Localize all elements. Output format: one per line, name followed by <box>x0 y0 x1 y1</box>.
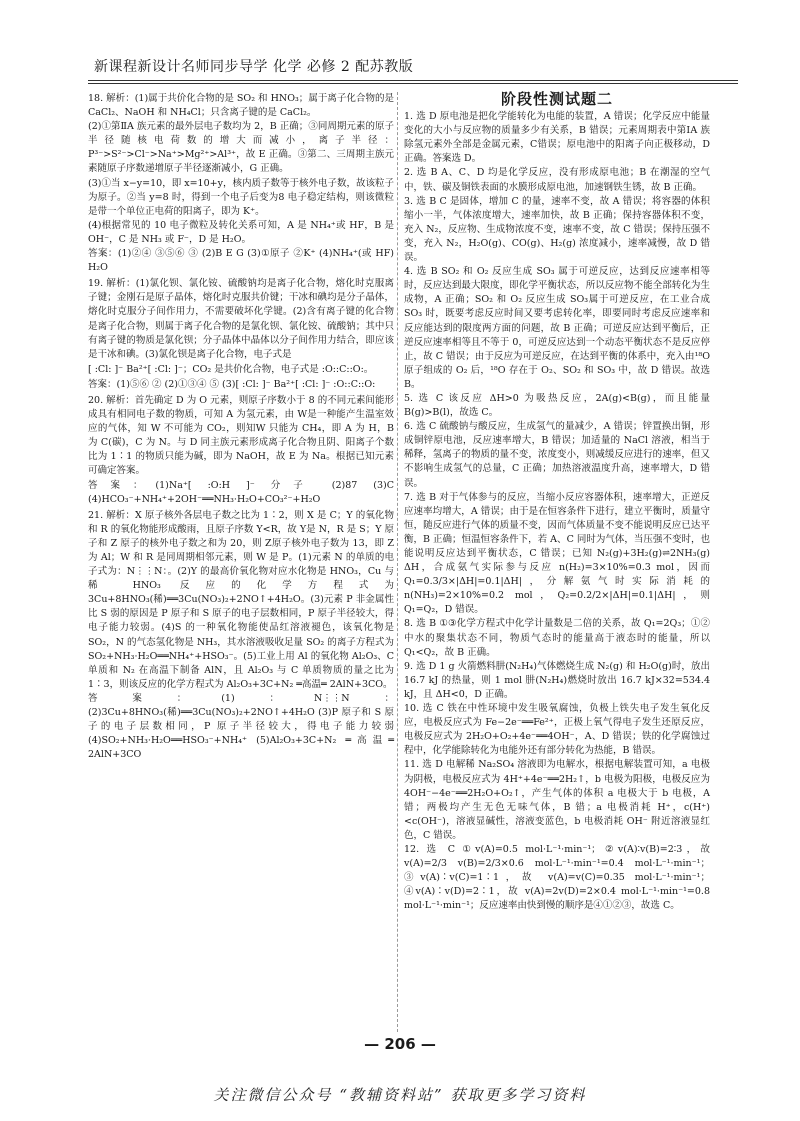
page-header: 新课程新设计名师同步导学 化学 必修 2 配苏教版 <box>94 59 414 75</box>
answer-item-1: 1. 选 D 原电池是把化学能转化为电能的装置，A 错误；化学反应中能量变化的大小与反应物的质量多少有关系，B 错误；元素周期表中第ⅠA 族除氢元素外全部是金属元素，C错误；原电池中的阳离子向正极移动，D 正确。答案选 D。 <box>404 111 710 165</box>
item-18-para-2: (2)①第ⅡA 族元素的最外层电子数均为 2，B 正确；③同周期元素的原子半径随核电荷数的增大而减小，离子半径：P³⁻>S²⁻>Cl⁻>Na⁺>Mg²⁺>Al³⁺，故 E 正确。③第二、三周期主族元素随原子序数递增原子半径逐渐减小，G 正确。 <box>88 121 394 175</box>
item-20-answer: 答案：(1)Na⁺[ :O:H ]⁻ 分子 (2)87 (3)C (4)HCO₃⁻+NH₄⁺+2OH⁻══NH₃·H₂O+CO₃²⁻+H₂O <box>88 479 394 505</box>
page-number: — 206 — <box>364 1035 436 1053</box>
item-19-formula: [ :Cl: ]⁻ Ba²⁺[ :Cl: ]⁻；CO₂ 是共价化合物，电子式是 :O::C::O:。 <box>88 363 374 375</box>
section-title: 阶段性测试题二 <box>500 90 613 108</box>
item-18-answer: 答案：(1)②④ ③⑤⑥ ③ (2)B E G (3)①原子 ②K⁺ (4)NH₄⁺(或 HF) H₂O <box>88 248 394 274</box>
answer-item-9: 9. 选 D 1 g 火箭燃料肼(N₂H₄)气体燃烧生成 N₂(g) 和 H₂O(g)时，放出 16.7 kJ 的热量，则 1 mol 肼(N₂H₄)燃烧时放出 16.7 kJ×32=534.4 kJ，且 ΔH<0，D 正确。 <box>404 660 710 700</box>
left-column <box>88 92 394 764</box>
footer-note: 关注微信公众号 “教辅资料站” 获取更多学习资料 <box>213 1086 587 1104</box>
answer-item-4: 4. 选 B SO₂ 和 O₂ 反应生成 SO₃ 属于可逆反应，达到反应速率相等时，反应达到最大限度，即化学平衡状态，所以反应物不能全部转化为生成物，A 正确；SO₂ 和 O₂ 反应生成 SO₃属于可逆反应，在工业合成 SO₃ 时，既要考虑反应时间又要考虑转化率，即要同时考虑反应速率和反应能达到的限度两方面的问题，故 B 正确；可逆反应达到平衡后，正逆反应速率相等且不等于 0，可逆反应达到一个动态平衡状态不是反应停止，故 C 错误；由于反应为可逆反应，在达到平衡的体系中，充入由¹⁸O 原子组成的 O₂ 后，¹⁸O 存在于 O₂、SO₂ 和 SO₃ 中，故 D 错误。故选 B。 <box>404 266 710 390</box>
answer-item-5: 5. 选 C 该反应 ΔH>0 为吸热反应，2A(g)<B(g)，而且能量 B(g)>B(l)，故选 C。 <box>404 392 710 419</box>
item-19-answer: 答案：(1)⑤⑥ ② (2)①③④ ⑤ (3)[ :Cl: ]⁻ Ba²⁺[ :Cl: ]⁻ :O::C::O: <box>88 378 376 390</box>
item-20-para-1: 20. 解析：首先确定 D 为 O 元素，则原子序数小于 8 的不同元素间能形成具有相同电子数的物质，可知 A 为氢元素，由 W是一种能产生温室效应的气体，知 W 不可能为 CO₂，则知W 只能为 CH₄，即 A 为 H，B 为 C(碳)，C 为 N。与 D 同主族元素形成离子化合物且阴、阳离子个数比为 1∶1 的物质只能为碱，即为 NaOH，故 E 为 Na。根据已知元素可确定答案。 <box>88 394 394 477</box>
column-divider <box>397 92 398 1032</box>
header-rule <box>88 80 738 84</box>
item-20 <box>88 394 394 507</box>
answer-item-11: 11. 选 D 电解稀 Na₂SO₄ 溶液即为电解水，根据电解装置可知，a 电极为阴极，电极反应式为 4H⁺+4e⁻══2H₂↑，b 电极为阳极，电极反应为 4OH⁻−4e⁻══2H₂O+O₂↑，产生气体的体积 a 电极大于 b 电极，A 错；两极均产生无色无味气体，B 错；a 电极消耗 H⁺，c(H⁺)<c(OH⁻)，溶液显碱性，溶液变蓝色，b 电极消耗 OH⁻ 附近溶液显红色，C 错误。 <box>404 759 710 841</box>
answer-item-3: 3. 选 B C 是固体，增加 C 的量，速率不变，故 A 错误；将容器的体积缩小一半，气体浓度增大，速率加快，故 B 正确；保持容器体积不变，充入 N₂，反应物、生成物浓度不变，速率不变，故 C 错误；保持压强不变，充入 N₂，H₂O(g)、CO(g)、H₂(g) 浓度减小，速率减慢，故 D 错误。 <box>404 195 710 264</box>
item-18-para-3: (3)①当 x−y=10，即 x=10+y，核内质子数等于核外电子数，故该粒子为原子。②当 y=8 时，得到一个电子后变为8 电子稳定结构，则该微粒是带一个单位正电荷的阳离子，即为 K⁺。 <box>88 177 394 217</box>
item-21-answer: 答案：(1)：N⋮⋮N： (2)3Cu+8HNO₃(稀)══3Cu(NO₃)₂+2NO↑+4H₂O (3)P 原子和 S 原子的电子层数相同，P 原子半径较大，得电子能力较弱 (4)SO₂+NH₃·H₂O══HSO₃⁻+NH₄⁺ (5)Al₂O₃+3C+N₂ ═高温═ 2AlN+3CO <box>88 692 394 761</box>
item-18-para-4: (4)根据常见的 10 电子微粒及转化关系可知，A 是 NH₄⁺或 HF，B 是 OH⁻，C 是 NH₃ 或 F⁻，D 是 H₂O。 <box>88 219 394 245</box>
item-18 <box>88 92 394 275</box>
item-19 <box>88 277 394 392</box>
answer-item-2: 2. 选 B A、C、D 均是化学反应，没有形成原电池；B 在潮湿的空气中，铁、碳及铜铁表面的水膜形成原电池，加速钢铁生锈，故 B 正确。 <box>404 167 710 193</box>
answer-item-7: 7. 选 B 对于气体参与的反应，当缩小反应容器体积，速率增大，正逆反应速率均增大，A 错误；由于是在恒容条件下进行，建立平衡时，质量守恒，随反应进行气体的质量不变，因而气体质量不变不能说明反应已达平衡，B 正确；恒温恒容条件下，若 A、C 同时为气体，当压强不变时，也能说明反应达到平衡状态，C 错误；已知 N₂(g)+3H₂(g)⇌2NH₃(g) ΔH，合成氨气实际参与反应 n(H₂)=3×10%=0.3 mol，因而 Q₁=0.3/3×|ΔH|=0.1|ΔH|，分解氨气时实际消耗的 n(NH₃)=2×10%=0.2 mol，Q₂=0.2/2×|ΔH|=0.1|ΔH|，则 Q₁=Q₂，D 错误。 <box>404 491 710 616</box>
item-19-para-1: 19. 解析：(1)氯化钡、氯化铵、硫酸钠均是离子化合物，熔化时克服离子键；金刚石是原子晶体，熔化时克服共价键；干冰和碘均是分子晶体，熔化时克服分子间作用力，不需要破坏化学键。(2)含有离子键的化合物是离子化合物，则属于离子化合物的是氯化钡、氯化铵、硫酸钠；其中只有离子键的物质是氯化钡；分子晶体中晶体以分子间作用力结合，即应该是干冰和碘。(3)氯化钡是离子化合物，电子式是 <box>88 278 394 360</box>
item-21 <box>88 509 394 763</box>
answer-item-8: 8. 选 B ①③化学方程式中化学计量数是二倍的关系，故 Q₁=2Q₃；①②中水的聚集状态不同，物质气态时的能量高于液态时的能量，所以 Q₁<Q₂，故 B 正确。 <box>404 618 710 658</box>
answer-item-6: 6. 选 C 硫酸钠与酸反应，生成氢气的量减少，A 错误；锌置换出铜，形成铜锌原电池，反应速率增大，B 错误；加适量的 NaCl 溶液，相当于稀释，氢离子的物质的量不变，浓度变小，则减缓反应进行的速率，但又不影响生成氢气的总量，C 正确；加热溶液温度升高，速率增大，D 错误。 <box>404 421 710 489</box>
right-column <box>404 92 710 913</box>
answer-item-12: 12. 选 C ①v(A)=0.5 mol·L⁻¹·min⁻¹；②v(A)∶v(B)=2∶3，故 v(A)=2/3 v(B)=2/3×0.6 mol·L⁻¹·min⁻¹=0.4 mol·L⁻¹·min⁻¹；③v(A)∶v(C)=1∶1，故 v(A)=v(C)=0.35 mol·L⁻¹·min⁻¹；④v(A)∶v(D)=2∶1，故 v(A)=2v(D)=2×0.4 mol·L⁻¹·min⁻¹=0.8 mol·L⁻¹·min⁻¹；反应速率由快到慢的顺序是④①②③，故选 C。 <box>404 843 710 912</box>
answer-item-10: 10. 选 C 铁在中性环境中发生吸氧腐蚀，负极上铁失电子发生氧化反应，电极反应式为 Fe−2e⁻══Fe²⁺，正极上氧气得电子发生还原反应，电极反应式为 2H₂O+O₂+4e⁻══4OH⁻，A、D 错误；铁的化学腐蚀过程中，化学能除转化为电能外还有部分转化为热能，B 错误。 <box>404 703 710 757</box>
item-21-para-1: 21. 解析：X 原子核外各层电子数之比为 1∶2，则 X 是 C；Y 的氧化物和 R 的氧化物能形成酸雨，且原子序数 Y<R，故 Y是 N，R 是 S；Y 原子和 Z 原子的核外电子数之和为 20，则 Z原子核外电子数为 13，即 Z 为 Al；W 和 R 是同周期相邻元素，则 W 是 P。(1)元素 N 的单质的电子式为：N⋮⋮N：。(2)Y 的最高价氧化物对应水化物是 HNO₃，Cu 与稀 HNO₃ 反应的化学方程式为 3Cu+8HNO₃(稀)══3Cu(NO₃)₂+2NO↑+4H₂O。(3)元素 P 非金属性比 S 弱的原因是 P 原子和 S 原子的电子层数相同，P 原子半径较大，得电子能力较弱。(4)S 的一种氧化物能使品红溶液褪色，该氧化物是 SO₂，N 的气态氢化物是 NH₃，其水溶液吸收足量 SO₂ 的离子方程式为 SO₂+NH₃·H₂O══NH₄⁺+HSO₃⁻。(5)工业上用 Al 的氧化物 Al₂O₃、C 单质和 N₂ 在高温下制备 AlN，且 Al₂O₃ 与 C 单质物质的量之比为 1∶3，则该反应的化学方程式为 Al₂O₃+3C+N₂ ═高温═ 2AlN+3CO。 <box>88 509 394 690</box>
item-18-para-1: 18. 解析：(1)属于共价化合物的是 SO₂ 和 HNO₃；属于离子化合物的是 CaCl₂、NaOH 和 NH₄Cl；只含离子键的是 CaCl₂。 <box>88 93 394 119</box>
